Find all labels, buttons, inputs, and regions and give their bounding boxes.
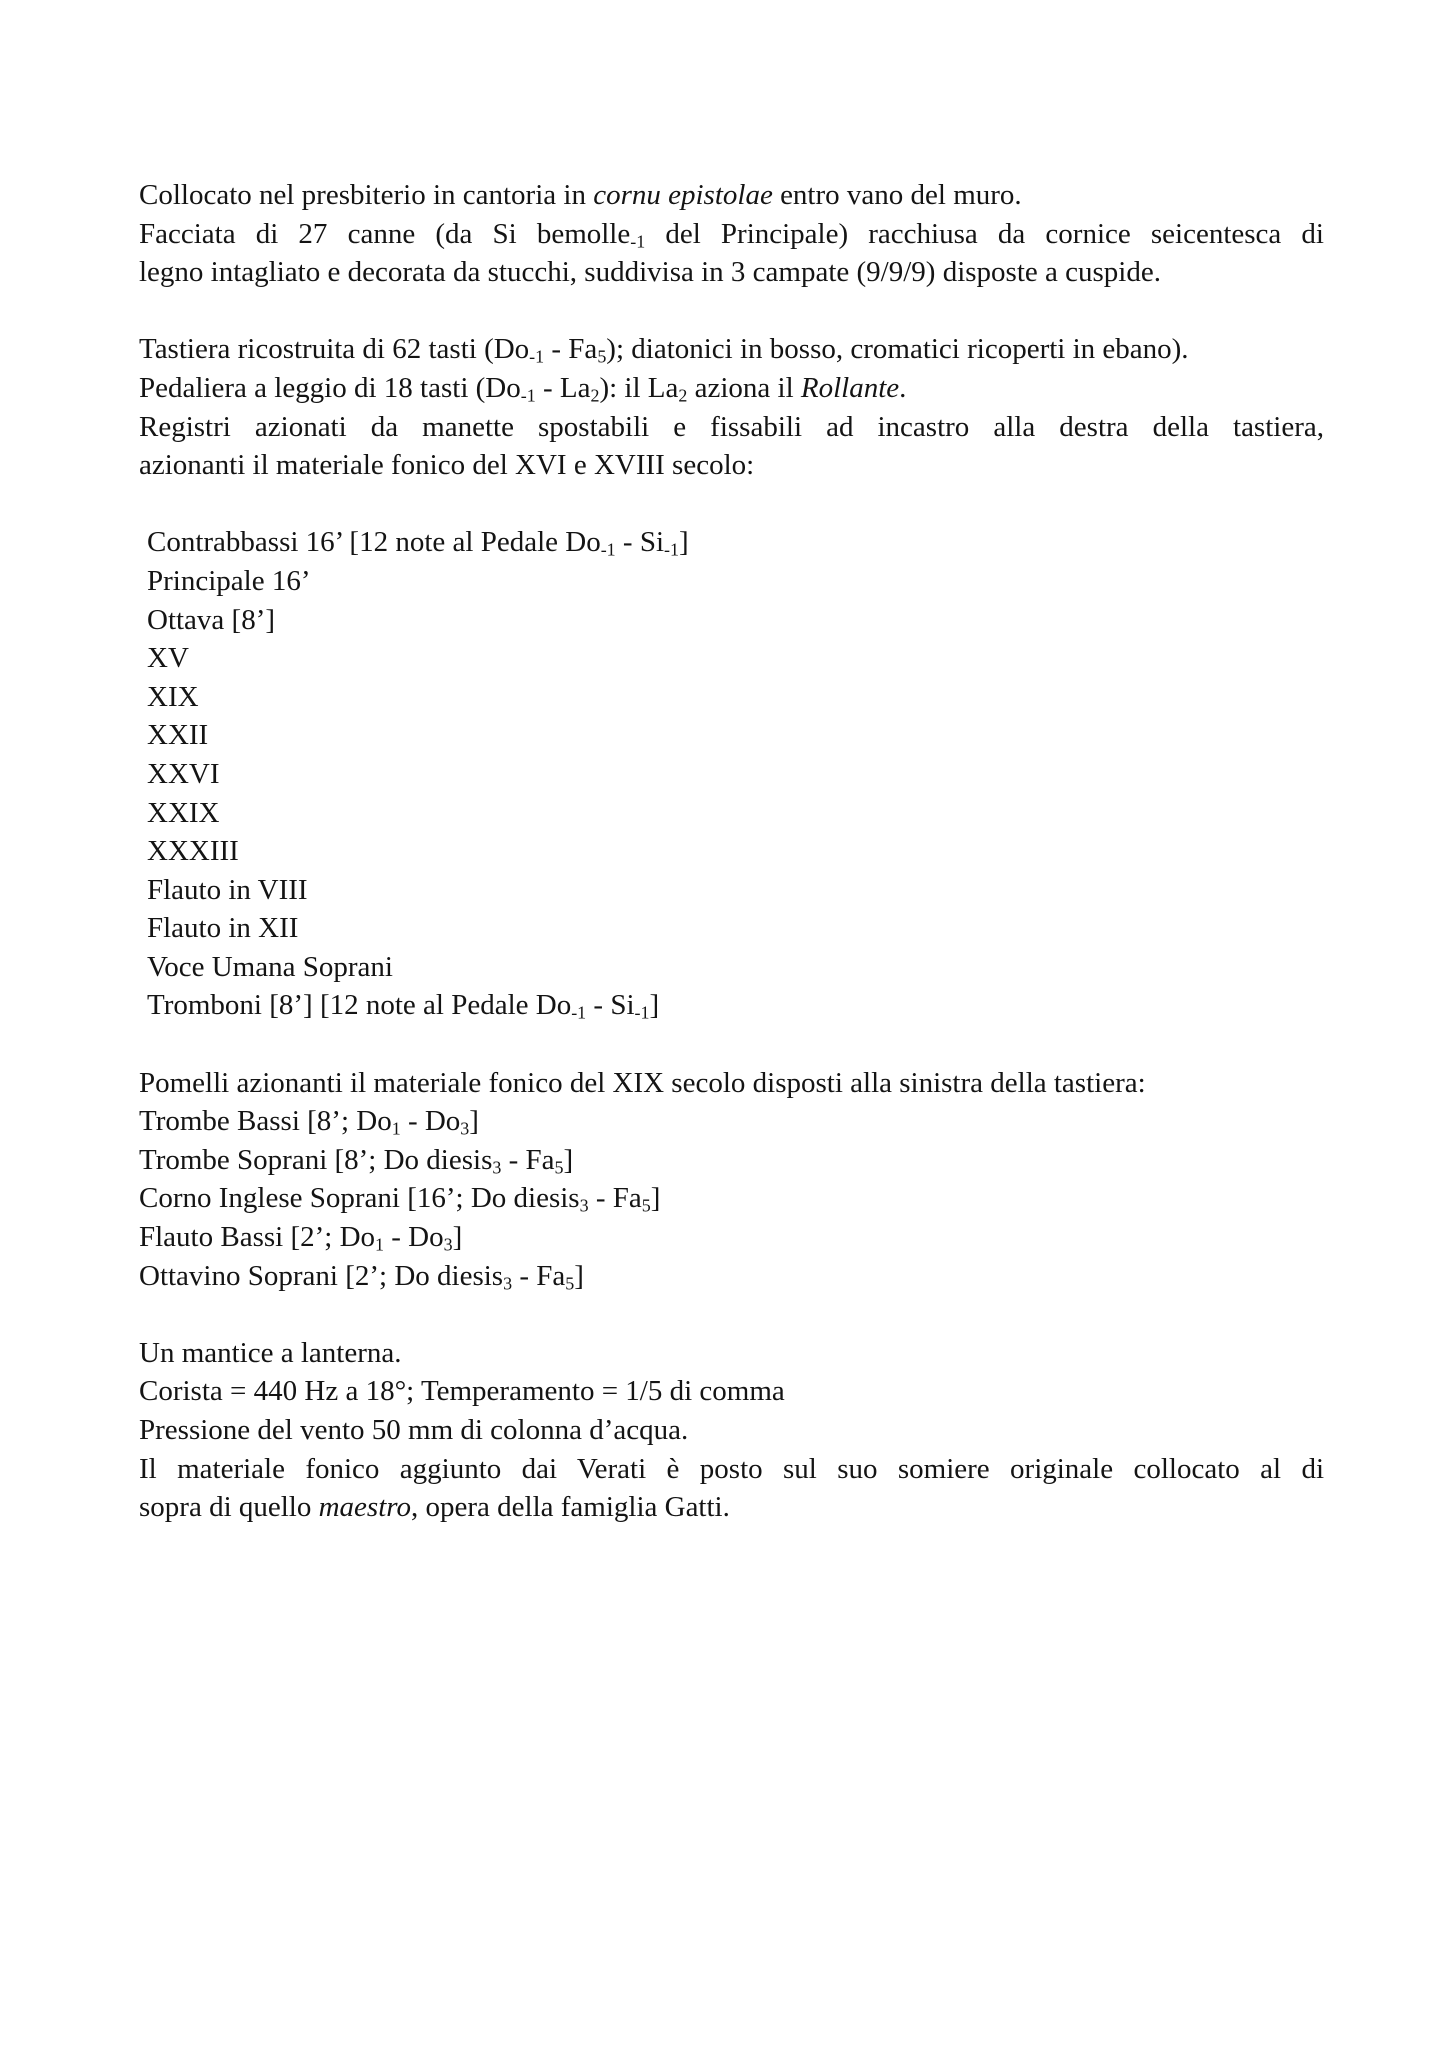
paragraph-keyboard	[139, 330, 1324, 484]
register-list	[139, 523, 1324, 1025]
subscript: -1	[520, 385, 536, 406]
text-run: Ottavino Soprani [2’; Do diesis	[139, 1259, 504, 1292]
register-item: Voce Umana Soprani	[147, 950, 393, 983]
text-run: - Si	[586, 989, 635, 1022]
register-item: Flauto in VIII	[147, 873, 308, 906]
subscript: 3	[503, 1273, 513, 1294]
register-item: Ottava [8’]	[147, 603, 276, 636]
paragraph-gap	[139, 485, 1324, 524]
register-item: XXII	[147, 719, 209, 752]
text-run: aziona il	[687, 371, 801, 404]
text-run: , opera della famiglia Gatti.	[410, 1491, 730, 1524]
subscript: -1	[571, 1002, 587, 1023]
text-run: Facciata di 27 canne (da Si bemolle	[139, 217, 631, 250]
register-item: Flauto in XII	[147, 912, 299, 945]
text-run: Tromboni [8’] [12 note al Pedale Do	[147, 989, 572, 1022]
paragraph-location	[139, 176, 1324, 292]
text-run: - Si	[615, 526, 665, 559]
italic-term: maestro	[318, 1491, 411, 1524]
text-run: Corno Inglese Soprani [16’; Do diesis	[139, 1182, 580, 1215]
text-line: Pomelli azionanti il materiale fonico del XIX secolo disposti alla sinistra della tastiera:	[139, 1066, 1146, 1099]
paragraph-gap	[139, 1025, 1324, 1064]
register-item	[139, 1218, 1324, 1257]
subscript: 3	[579, 1195, 589, 1216]
register-item: XV	[147, 642, 189, 675]
paragraph-gap	[139, 1295, 1324, 1334]
text-run: Trombe Soprani [8’; Do diesis	[139, 1143, 493, 1176]
text-run: ): il La	[599, 371, 679, 404]
subscript: 2	[678, 385, 688, 406]
text-line: azionanti il materiale fonico del XVI e XVIII secolo:	[139, 449, 755, 482]
text-line: Il materiale fonico aggiunto dai Verati è posto sul suo somiere originale collocato al di	[139, 1452, 1324, 1485]
register-item	[139, 1102, 1324, 1141]
subscript: 3	[443, 1234, 453, 1255]
text-run: Flauto Bassi [2’; Do	[139, 1221, 376, 1254]
register-item	[139, 1141, 1324, 1180]
text-line	[139, 176, 1324, 215]
text-run: Contrabbassi 16’ [12 note al Pedale Do	[147, 526, 601, 559]
text-line	[139, 215, 1324, 254]
text-run: del Principale) racchiusa da cornice seicentesca di	[645, 217, 1324, 250]
text-line: Pressione del vento 50 mm di colonna d’acqua.	[139, 1414, 689, 1446]
register-item	[147, 523, 1324, 562]
register-item	[139, 1179, 1324, 1218]
subscript: -1	[529, 346, 545, 367]
text-run: sopra di quello	[139, 1491, 319, 1524]
register-item	[147, 986, 1324, 1025]
text-run: ]	[452, 1221, 463, 1254]
subscript: -1	[664, 539, 679, 560]
text-run: - Do	[384, 1221, 444, 1254]
register-item: XXXIII	[147, 835, 239, 868]
subscript: 3	[492, 1157, 502, 1178]
italic-term: cornu epistolae	[593, 179, 773, 211]
subscript: -1	[630, 231, 646, 252]
subscript: 5	[641, 1195, 651, 1216]
text-run: - La	[535, 371, 591, 404]
register-item: XXIX	[147, 796, 220, 829]
register-item: XIX	[147, 680, 199, 713]
text-run: - Fa	[588, 1182, 642, 1215]
italic-term: Rollante	[800, 371, 900, 404]
text-line: legno intagliato e decorata da stucchi, suddivisa in 3 campate (9/9/9) disposte a cuspide.	[139, 256, 1161, 289]
text-run: Collocato nel presbiterio in cantoria in	[139, 179, 594, 211]
text-run: ]	[649, 989, 660, 1022]
subscript: 5	[565, 1273, 575, 1294]
text-line	[139, 1488, 1324, 1527]
text-line	[139, 369, 1324, 408]
text-run: .	[899, 371, 907, 404]
text-run: Pedaliera a leggio di 18 tasti (Do	[139, 371, 521, 404]
text-line	[139, 330, 1324, 369]
subscript: -1	[634, 1002, 650, 1023]
paragraph-knobs	[139, 1064, 1324, 1296]
text-run: ]	[469, 1105, 479, 1138]
text-run: entro vano del muro.	[772, 179, 1022, 211]
text-run: - Fa	[501, 1143, 555, 1176]
text-run: ); diatonici in bosso, cromatici ricoperti in ebano).	[606, 333, 1189, 366]
text-run: ]	[650, 1182, 661, 1215]
subscript: 5	[597, 346, 607, 367]
text-run: ]	[574, 1259, 584, 1292]
subscript: 3	[460, 1118, 470, 1139]
register-item: XXVI	[147, 757, 220, 790]
text-line: Corista = 440 Hz a 18°; Temperamento = 1/5 di comma	[139, 1375, 785, 1408]
subscript: 2	[590, 385, 600, 406]
paragraph-wind	[139, 1334, 1324, 1527]
text-run: Tastiera ricostruita di 62 tasti (Do	[139, 333, 530, 366]
subscript: 1	[391, 1118, 401, 1139]
text-run: ]	[563, 1143, 574, 1176]
text-run: ]	[678, 526, 689, 559]
text-run: - Do	[400, 1105, 461, 1138]
text-line: Un mantice a lanterna.	[139, 1336, 402, 1369]
register-item: Principale 16’	[147, 564, 311, 597]
subscript: 5	[554, 1157, 564, 1178]
text-run: - Fa	[544, 333, 598, 366]
text-run: Trombe Bassi [8’; Do	[139, 1105, 392, 1138]
subscript: -1	[600, 539, 616, 560]
text-line: Registri azionati da manette spostabili e fissabili ad incastro alla destra della tastiera,	[139, 410, 1324, 443]
text-run: - Fa	[512, 1259, 566, 1292]
register-item	[139, 1257, 1324, 1296]
paragraph-gap	[139, 292, 1324, 331]
subscript: 1	[375, 1234, 385, 1255]
